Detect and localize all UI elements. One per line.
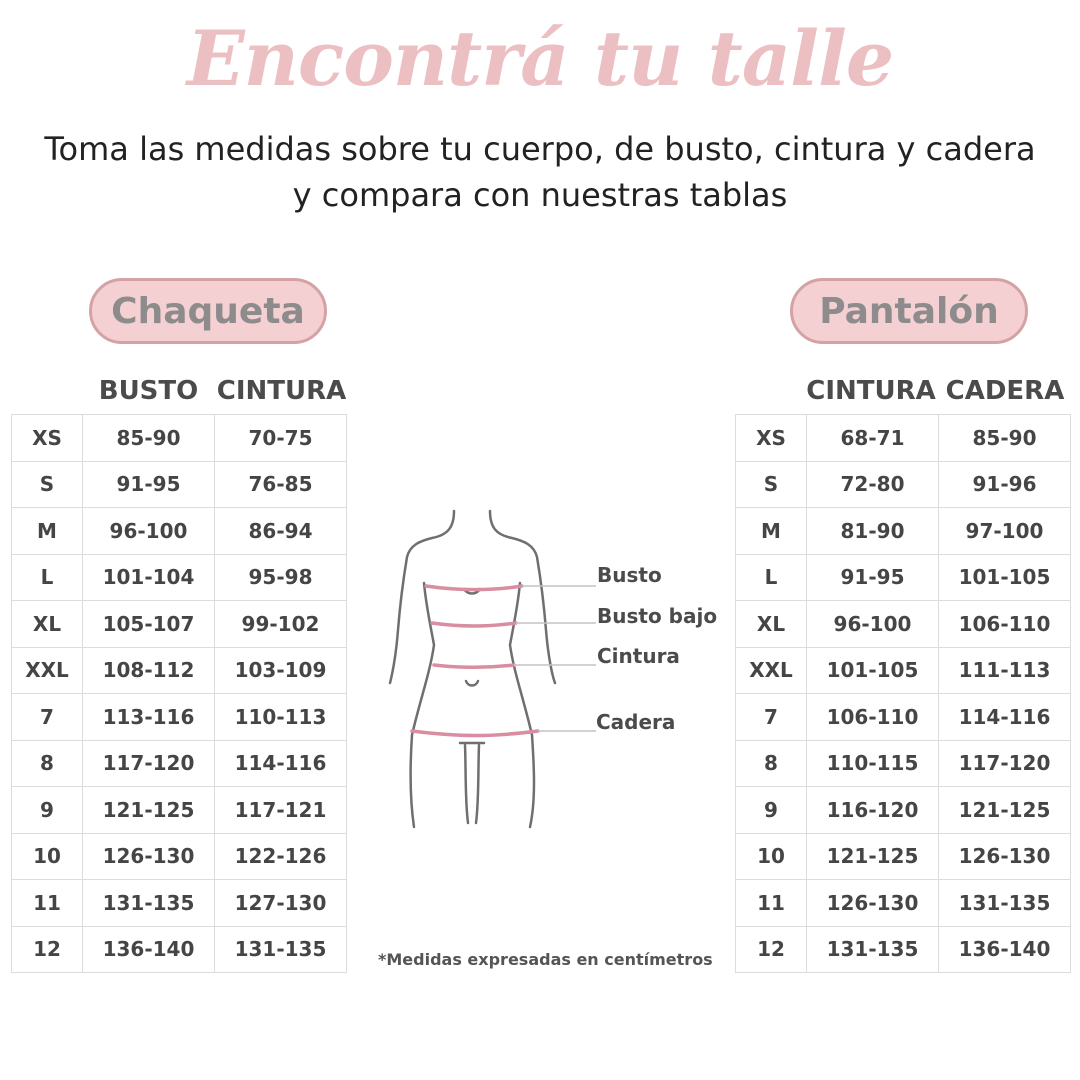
pants-size-cell: S — [736, 461, 807, 508]
label-leaders — [514, 586, 560, 731]
jacket-row — [12, 880, 347, 927]
page-title: Encontrá tu talle — [186, 14, 894, 103]
pants-row — [736, 601, 1071, 648]
jacket-row — [12, 508, 347, 555]
jacket-size-table — [11, 414, 347, 973]
jacket-size-cell: 8 — [12, 740, 83, 787]
leader-extensions — [560, 505, 600, 835]
jacket-row — [12, 926, 347, 973]
label-cadera: Cadera — [596, 710, 676, 734]
jacket-measure-cell-1: 91-95 — [83, 461, 215, 508]
pants-row — [736, 415, 1071, 462]
jacket-measure-cell-2: 117-121 — [215, 787, 347, 834]
pants-measure-cell-2: 121-125 — [939, 787, 1071, 834]
jacket-measure-cell-2: 95-98 — [215, 554, 347, 601]
jacket-row — [12, 461, 347, 508]
pants-row — [736, 647, 1071, 694]
pants-measure-cell-1: 91-95 — [807, 554, 939, 601]
jacket-row — [12, 554, 347, 601]
jacket-row — [12, 694, 347, 741]
pants-measure-cell-1: 101-105 — [807, 647, 939, 694]
cadera-line — [412, 731, 538, 736]
jacket-size-cell: XXL — [12, 647, 83, 694]
jacket-size-cell: 11 — [12, 880, 83, 927]
pants-size-cell: 10 — [736, 833, 807, 880]
jacket-measure-cell-2: 99-102 — [215, 601, 347, 648]
pants-measure-cell-1: 106-110 — [807, 694, 939, 741]
pants-row — [736, 461, 1071, 508]
jacket-measure-cell-1: 105-107 — [83, 601, 215, 648]
page-subtitle: Toma las medidas sobre tu cuerpo, de busto, cintura y cadera y compara con nuestras tablas — [44, 130, 1036, 214]
measurement-note: *Medidas expresadas en centímetros — [378, 950, 713, 969]
jacket-col-header-busto: BUSTO — [98, 376, 199, 406]
jacket-measure-cell-2: 131-135 — [215, 926, 347, 973]
jacket-measure-cell-2: 103-109 — [215, 647, 347, 694]
pants-measure-cell-2: 131-135 — [939, 880, 1071, 927]
pants-row — [736, 787, 1071, 834]
label-busto-bajo: Busto bajo — [597, 604, 718, 628]
pants-size-cell: 7 — [736, 694, 807, 741]
cintura-line — [434, 665, 514, 667]
jacket-measure-cell-2: 86-94 — [215, 508, 347, 555]
pants-col-header-cadera: CADERA — [945, 376, 1065, 406]
jacket-size-cell: M — [12, 508, 83, 555]
pants-measure-cell-2: 126-130 — [939, 833, 1071, 880]
pants-measure-cell-2: 136-140 — [939, 926, 1071, 973]
pants-measure-cell-2: 106-110 — [939, 601, 1071, 648]
pants-measure-cell-1: 68-71 — [807, 415, 939, 462]
jacket-measure-cell-2: 127-130 — [215, 880, 347, 927]
jacket-measure-cell-1: 126-130 — [83, 833, 215, 880]
jacket-size-cell: 7 — [12, 694, 83, 741]
jacket-row — [12, 647, 347, 694]
jacket-measure-cell-2: 110-113 — [215, 694, 347, 741]
pants-size-cell: XL — [736, 601, 807, 648]
jacket-size-cell: 9 — [12, 787, 83, 834]
jacket-measure-cell-1: 85-90 — [83, 415, 215, 462]
pants-measure-cell-1: 110-115 — [807, 740, 939, 787]
busto-line — [426, 586, 522, 590]
pants-measure-cell-1: 126-130 — [807, 880, 939, 927]
jacket-size-cell: S — [12, 461, 83, 508]
body-measurement-figure — [380, 505, 560, 835]
pants-measure-cell-1: 72-80 — [807, 461, 939, 508]
jacket-measure-cell-1: 131-135 — [83, 880, 215, 927]
jacket-measure-cell-2: 76-85 — [215, 461, 347, 508]
pants-row — [736, 880, 1071, 927]
pants-size-cell: M — [736, 508, 807, 555]
pants-measure-cell-1: 96-100 — [807, 601, 939, 648]
pants-size-cell: 8 — [736, 740, 807, 787]
pants-row — [736, 554, 1071, 601]
pants-size-cell: XS — [736, 415, 807, 462]
pants-measure-cell-2: 101-105 — [939, 554, 1071, 601]
jacket-col-header-cintura: CINTURA — [216, 376, 347, 406]
pants-measure-cell-1: 81-90 — [807, 508, 939, 555]
pants-row — [736, 926, 1071, 973]
pants-size-cell: L — [736, 554, 807, 601]
pants-row — [736, 833, 1071, 880]
pants-size-cell: 9 — [736, 787, 807, 834]
pants-measure-cell-1: 131-135 — [807, 926, 939, 973]
pants-row — [736, 694, 1071, 741]
jacket-size-cell: L — [12, 554, 83, 601]
label-cintura: Cintura — [597, 644, 680, 668]
jacket-row — [12, 833, 347, 880]
jacket-size-cell: XL — [12, 601, 83, 648]
pants-measure-cell-2: 111-113 — [939, 647, 1071, 694]
pants-measure-cell-2: 85-90 — [939, 415, 1071, 462]
jacket-measure-cell-2: 114-116 — [215, 740, 347, 787]
jacket-measure-cell-1: 96-100 — [83, 508, 215, 555]
pants-row — [736, 740, 1071, 787]
jacket-measure-cell-1: 108-112 — [83, 647, 215, 694]
pants-col-header-cintura: CINTURA — [806, 376, 936, 406]
jacket-measure-cell-1: 113-116 — [83, 694, 215, 741]
pants-size-cell: XXL — [736, 647, 807, 694]
jacket-size-cell: 10 — [12, 833, 83, 880]
pants-measure-cell-1: 121-125 — [807, 833, 939, 880]
jacket-row — [12, 787, 347, 834]
pants-measure-cell-2: 117-120 — [939, 740, 1071, 787]
jacket-row — [12, 740, 347, 787]
jacket-size-cell: 12 — [12, 926, 83, 973]
jacket-row — [12, 415, 347, 462]
pants-measure-cell-2: 114-116 — [939, 694, 1071, 741]
pants-label: Pantalón — [790, 278, 1028, 344]
jacket-measure-cell-2: 70-75 — [215, 415, 347, 462]
jacket-measure-cell-1: 121-125 — [83, 787, 215, 834]
jacket-row — [12, 601, 347, 648]
jacket-measure-cell-2: 122-126 — [215, 833, 347, 880]
jacket-measure-cell-1: 117-120 — [83, 740, 215, 787]
pants-measure-cell-2: 91-96 — [939, 461, 1071, 508]
pants-size-cell: 12 — [736, 926, 807, 973]
jacket-label: Chaqueta — [89, 278, 327, 344]
jacket-size-cell: XS — [12, 415, 83, 462]
jacket-measure-cell-1: 101-104 — [83, 554, 215, 601]
pants-measure-cell-1: 116-120 — [807, 787, 939, 834]
pants-measure-cell-2: 97-100 — [939, 508, 1071, 555]
pants-size-table — [735, 414, 1071, 973]
jacket-measure-cell-1: 136-140 — [83, 926, 215, 973]
pants-size-cell: 11 — [736, 880, 807, 927]
pants-row — [736, 508, 1071, 555]
busto-bajo-line — [432, 623, 516, 626]
label-busto: Busto — [597, 563, 662, 587]
